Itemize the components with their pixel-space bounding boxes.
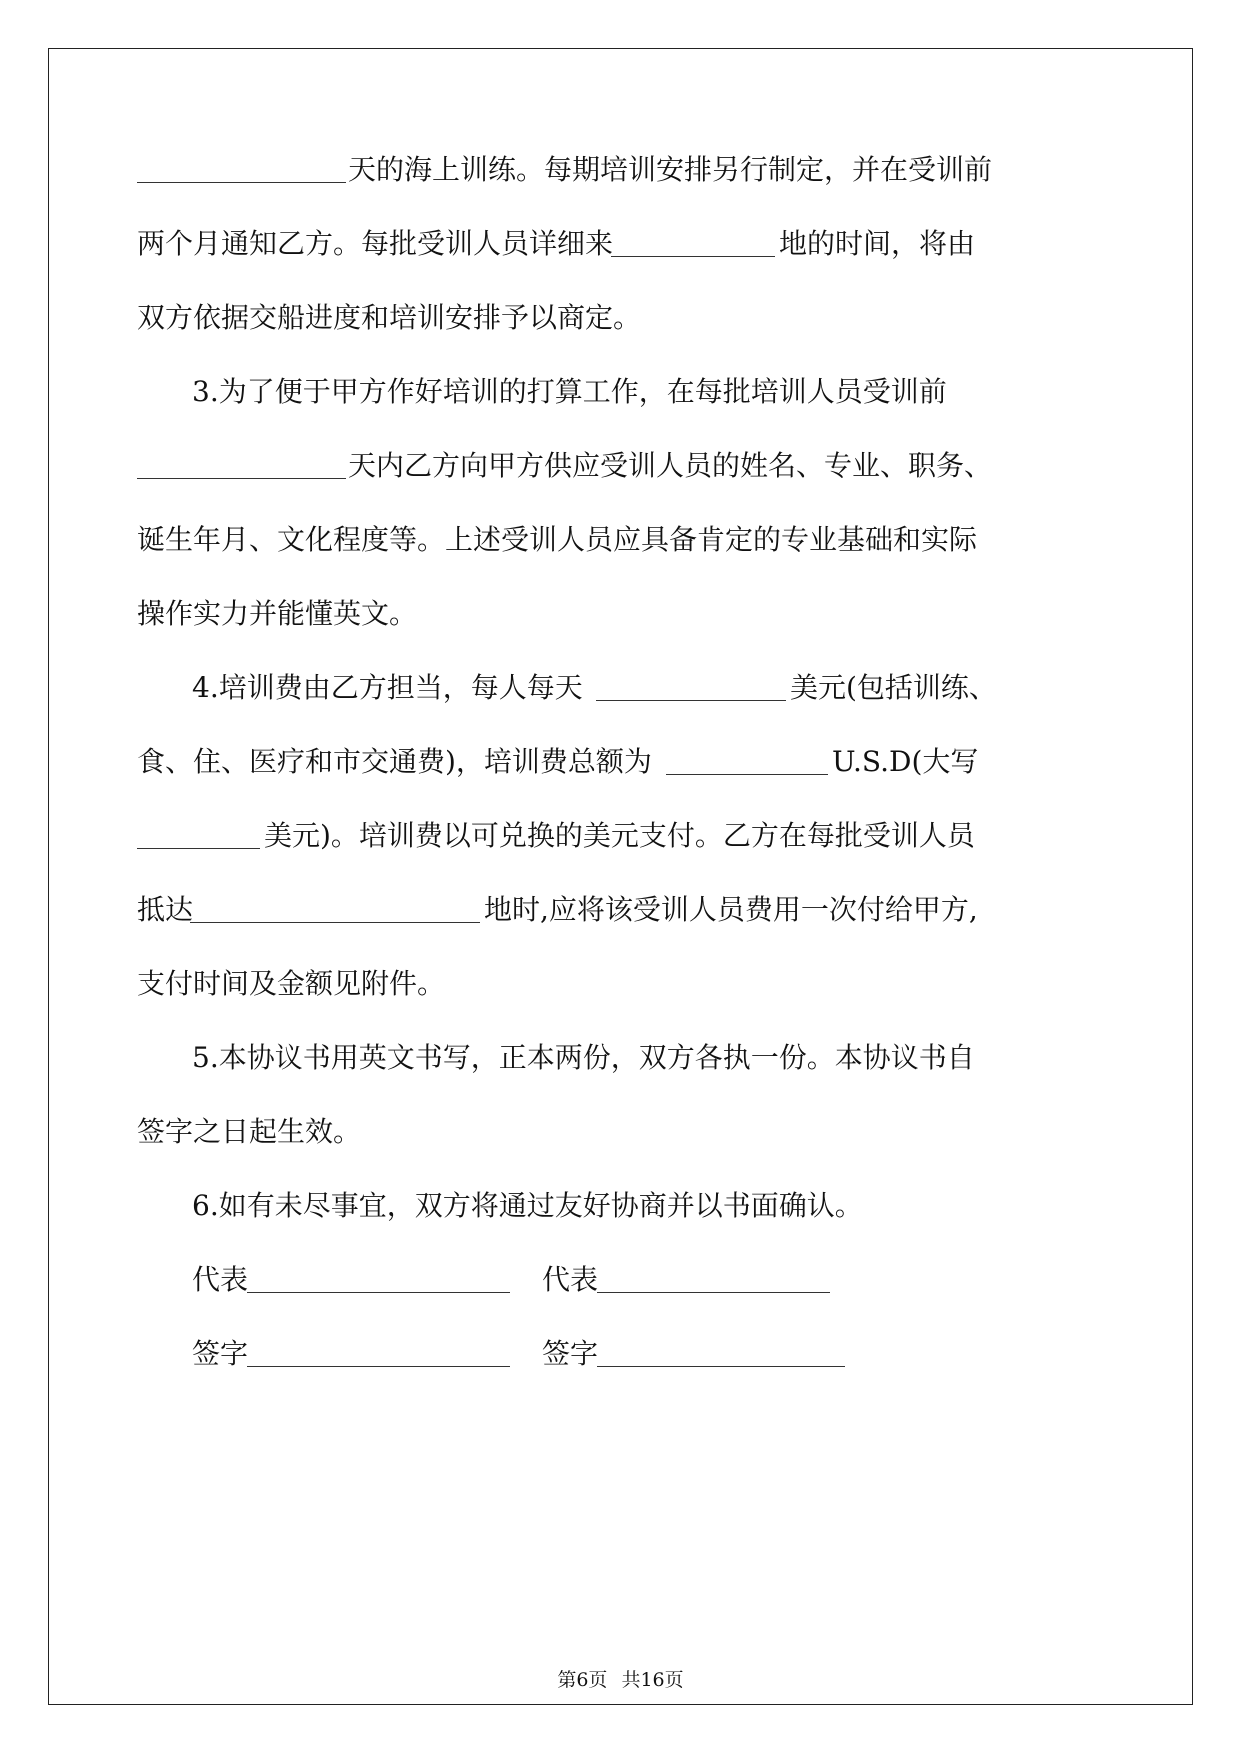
fill-in-blank	[190, 888, 480, 923]
text-segment: 地时,应将该受训人员费用一次付给甲方,	[484, 893, 978, 926]
page-total: 共16页	[621, 1669, 684, 1691]
fill-in-blank	[597, 1332, 845, 1367]
fill-in-blank	[597, 1258, 830, 1293]
text-segment: 美元(包括训练、	[790, 671, 997, 704]
text-segment: 支付时间及金额见附件。	[137, 967, 446, 1000]
text-segment: 签字之日起生效。	[137, 1115, 362, 1148]
text-segment: 食、住、医疗和市交通费)，培训费总额为	[137, 745, 652, 778]
fill-in-blank	[611, 222, 775, 257]
text-line-15	[0, 1184, 1241, 1228]
text-segment: 签字	[542, 1337, 599, 1370]
text-segment: 3.为了便于甲方作好培训的打算工作，在每批培训人员受训前	[192, 375, 947, 408]
text-segment: 地的时间，将由	[779, 227, 976, 260]
text-segment: 天内乙方向甲方供应受训人员的姓名、专业、职务、	[348, 449, 993, 482]
text-line-1	[0, 148, 1241, 192]
text-segment: 两个月通知乙方。每批受训人员详细来	[137, 227, 614, 260]
fill-in-blank	[596, 666, 786, 701]
text-line-6	[0, 518, 1241, 562]
text-segment: 代表	[192, 1263, 249, 1296]
text-segment: U.S.D(大写	[832, 745, 979, 778]
text-line-10	[0, 814, 1241, 858]
text-line-8	[0, 666, 1241, 710]
text-line-17	[0, 1332, 1241, 1376]
text-segment: 天的海上训练。每期培训安排另行制定，并在受训前	[348, 153, 993, 186]
text-line-2	[0, 222, 1241, 266]
text-line-16	[0, 1258, 1241, 1302]
text-line-3	[0, 296, 1241, 340]
text-segment: 抵达	[137, 893, 194, 926]
text-line-14	[0, 1110, 1241, 1154]
fill-in-blank	[247, 1258, 510, 1293]
fill-in-blank	[247, 1332, 510, 1367]
text-segment: 操作实力并能懂英文。	[137, 597, 418, 630]
text-segment: 诞生年月、文化程度等。上述受训人员应具备肯定的专业基础和实际	[137, 523, 978, 556]
text-segment: 双方依据交船进度和培训安排予以商定。	[137, 301, 642, 334]
text-line-9	[0, 740, 1241, 784]
page-footer	[0, 1665, 1241, 1692]
fill-in-blank	[666, 740, 828, 775]
fill-in-blank	[137, 814, 260, 849]
text-segment: 6.如有未尽事宜，双方将通过友好协商并以书面确认。	[192, 1189, 863, 1222]
text-segment: 4.培训费由乙方担当，每人每天	[192, 671, 583, 704]
text-segment: 美元)。培训费以可兑换的美元支付。乙方在每批受训人员	[264, 819, 975, 852]
text-segment: 代表	[542, 1263, 599, 1296]
text-segment: 签字	[192, 1337, 249, 1370]
text-line-13	[0, 1036, 1241, 1080]
text-line-12	[0, 962, 1241, 1006]
fill-in-blank	[137, 444, 346, 479]
text-line-7	[0, 592, 1241, 636]
text-line-4	[0, 370, 1241, 414]
text-line-5	[0, 444, 1241, 488]
text-line-11	[0, 888, 1241, 932]
page-number: 第6页	[557, 1669, 608, 1691]
fill-in-blank	[137, 148, 346, 183]
text-segment: 5.本协议书用英文书写，正本两份，双方各执一份。本协议书自	[192, 1041, 975, 1074]
